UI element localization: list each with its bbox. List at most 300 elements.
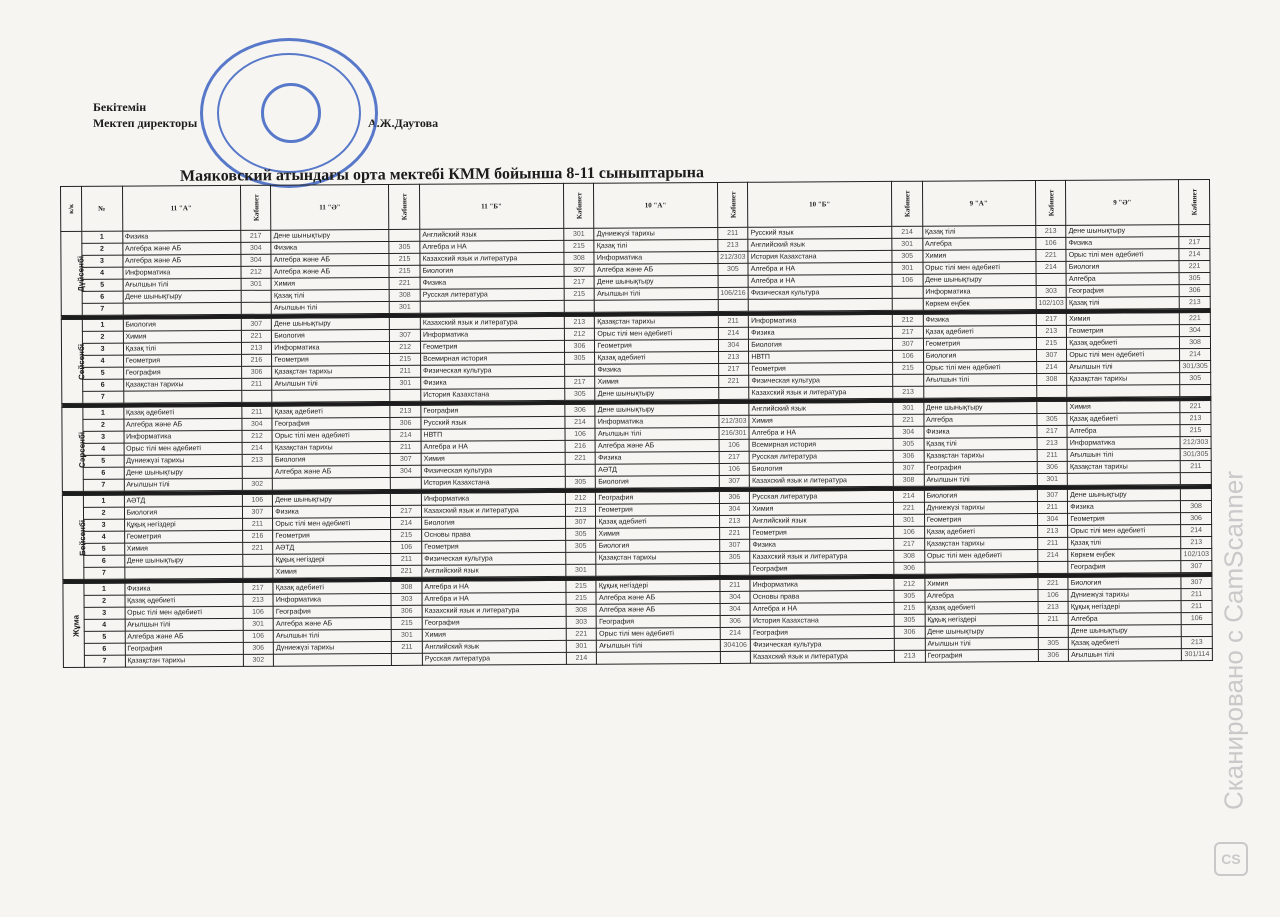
lesson-number: 3 <box>84 607 125 619</box>
subject-cell: Химия <box>124 542 242 555</box>
subject-cell: Алгебра және АБ <box>125 630 243 643</box>
room-cell: 306 <box>1037 461 1068 473</box>
room-cell <box>391 477 422 489</box>
room-cell: 216 <box>565 440 596 452</box>
subject-cell: География <box>1066 285 1179 298</box>
room-cell: 307 <box>892 338 923 350</box>
room-header: Кабинет <box>891 181 922 226</box>
room-cell: 217 <box>391 505 422 517</box>
subject-cell: Информатика <box>750 578 894 591</box>
subject-cell: Құқық негіздері <box>596 579 719 592</box>
room-cell: 221 <box>1179 312 1210 324</box>
room-cell: 217 <box>242 582 273 594</box>
subject-cell: Биология <box>924 490 1037 503</box>
room-cell: 305 <box>1180 372 1211 384</box>
subject-cell: Информатика <box>923 286 1036 299</box>
room-cell: 307 <box>390 453 421 465</box>
subject-cell: Казахский язык и литература <box>750 474 894 487</box>
room-cell: 214 <box>720 627 751 639</box>
subject-cell: Всемирная история <box>749 438 893 451</box>
subject-cell: Қазақстан тарихы <box>272 365 390 378</box>
room-cell: 306 <box>719 491 750 503</box>
lesson-number: 2 <box>82 419 123 431</box>
subject-cell: География <box>597 615 720 628</box>
room-cell: 308 <box>566 604 597 616</box>
subject-cell: Физика <box>750 538 894 551</box>
room-cell: 213 <box>565 504 596 516</box>
room-cell: 211 <box>1180 460 1211 472</box>
room-cell: 221 <box>1035 249 1066 261</box>
subject-cell: Құқық негіздері <box>925 614 1038 627</box>
room-cell: 216/301 <box>718 427 749 439</box>
room-cell: 214 <box>390 429 421 441</box>
room-cell: 305 <box>894 590 925 602</box>
subject-cell: Орыс тілі мен әдебиеті <box>1067 349 1180 362</box>
room-cell: 211 <box>719 579 750 591</box>
subject-cell <box>1068 473 1181 486</box>
room-cell <box>241 302 272 314</box>
room-cell: 213 <box>894 650 925 662</box>
subject-cell: Алгебра и НА <box>750 602 894 615</box>
room-cell: 211 <box>1181 588 1212 600</box>
subject-cell: История Казахстана <box>750 614 894 627</box>
room-cell: 213 <box>1035 225 1066 237</box>
room-cell: 211 <box>241 378 272 390</box>
room-cell: 221 <box>718 375 749 387</box>
room-cell: 307 <box>719 475 750 487</box>
subject-cell: Химия <box>1067 401 1180 414</box>
subject-cell: Орыс тілі мен әдебиеті <box>273 517 391 530</box>
room-cell: 217 <box>719 451 750 463</box>
subject-cell: Қазақстан тарихы <box>595 315 718 328</box>
subject-cell: Қазақ әдебиеті <box>125 594 243 607</box>
subject-cell: Ағылшын тілі <box>123 278 241 291</box>
subject-cell: Дене шынықтыру <box>1068 489 1181 502</box>
subject-cell: География <box>421 404 565 417</box>
room-cell: 217 <box>894 538 925 550</box>
subject-cell <box>748 298 892 311</box>
subject-cell: Геометрия <box>924 514 1037 527</box>
room-cell <box>718 403 749 415</box>
subject-cell: Физика <box>1066 237 1179 250</box>
subject-cell: Физическая культура <box>748 286 892 299</box>
subject-cell: Алгебра және АБ <box>271 265 389 278</box>
room-cell: 213 <box>243 594 274 606</box>
subject-cell: Физика <box>595 363 718 376</box>
room-cell <box>718 387 749 399</box>
room-cell: 106 <box>565 428 596 440</box>
subject-cell: Биология <box>1068 577 1181 590</box>
room-cell: 306 <box>243 642 274 654</box>
subject-cell <box>1067 385 1180 398</box>
room-cell: 211 <box>241 406 272 418</box>
room-cell: 306 <box>564 404 595 416</box>
subject-cell: Қазақ әдебиеті <box>1069 637 1182 650</box>
subject-cell: Дене шынықтыру <box>925 626 1038 639</box>
subject-cell: Қазақ әдебиеті <box>1067 337 1180 350</box>
room-cell <box>241 290 272 302</box>
subject-cell <box>420 300 564 313</box>
room-cell <box>892 286 923 298</box>
subject-cell: Қазақ тілі <box>1066 297 1179 310</box>
room-cell: 106 <box>892 350 923 362</box>
room-cell: 306 <box>1179 284 1210 296</box>
lesson-number: 6 <box>83 555 124 567</box>
room-cell <box>242 566 273 578</box>
room-cell: 307 <box>564 264 595 276</box>
room-cell: 215 <box>566 580 597 592</box>
room-cell: 307 <box>1036 349 1067 361</box>
subject-cell <box>595 299 718 312</box>
lesson-number: 5 <box>83 455 124 467</box>
subject-cell: Қазақ әдебиеті <box>925 602 1038 615</box>
subject-cell: Физика <box>271 241 389 254</box>
room-cell: 305 <box>565 540 596 552</box>
subject-cell: Химия <box>595 375 718 388</box>
subject-cell: Английский язык <box>420 228 564 241</box>
room-cell: 214 <box>1035 261 1066 273</box>
room-cell: 305 <box>564 352 595 364</box>
subject-cell: Биология <box>272 329 390 342</box>
lesson-number: 7 <box>82 303 123 315</box>
approval-label: Бекітемін <box>93 100 147 114</box>
subject-cell: НВТП <box>421 428 565 441</box>
subject-cell: Информатика <box>123 266 241 279</box>
room-cell: 212/303 <box>1180 436 1211 448</box>
stamp-emblem-icon <box>261 83 321 143</box>
schedule-table <box>60 179 1213 668</box>
subject-cell: Ағылшын тілі <box>925 638 1038 651</box>
subject-cell: Физика <box>924 426 1037 439</box>
subject-cell: Информатика <box>421 492 565 505</box>
subject-cell: Қазақ әдебиеті <box>1067 413 1180 426</box>
lesson-number: 6 <box>82 379 123 391</box>
room-cell: 212 <box>565 492 596 504</box>
room-cell <box>565 552 596 564</box>
subject-cell: Алгебра және АБ <box>123 418 241 431</box>
subject-cell: Дүниежүзі тарихы <box>124 454 242 467</box>
subject-cell: Химия <box>422 628 566 641</box>
lesson-number: 1 <box>83 495 124 507</box>
room-cell: 212 <box>242 430 273 442</box>
lesson-number: 3 <box>81 255 122 267</box>
subject-cell: Русская литература <box>422 652 566 665</box>
subject-cell: Физика <box>1068 501 1181 514</box>
room-cell: 211 <box>390 441 421 453</box>
subject-cell: Физика <box>749 326 893 339</box>
subject-cell: Қазақ әдебиеті <box>596 515 719 528</box>
subject-cell: География <box>1068 561 1181 574</box>
room-cell: 215 <box>564 288 595 300</box>
subject-cell <box>923 386 1036 399</box>
room-cell: 213 <box>1180 412 1211 424</box>
room-cell: 106 <box>892 274 923 286</box>
day-column-header: к/к <box>61 186 82 231</box>
room-cell: 213 <box>242 454 273 466</box>
lesson-number: 2 <box>84 595 125 607</box>
subject-cell: География <box>750 626 894 639</box>
lesson-number: 4 <box>83 531 124 543</box>
room-cell <box>1036 401 1067 413</box>
subject-cell: Дене шынықтыру <box>273 493 391 506</box>
room-cell: 305 <box>565 528 596 540</box>
subject-cell: Информатика <box>595 415 718 428</box>
room-cell: 102/103 <box>1036 297 1067 309</box>
room-cell: 214 <box>1037 549 1068 561</box>
room-cell: 215 <box>1180 424 1211 436</box>
room-cell: 301 <box>565 564 596 576</box>
room-cell: 301 <box>390 377 421 389</box>
room-cell: 306 <box>893 450 924 462</box>
room-cell: 217 <box>1036 313 1067 325</box>
room-cell: 301/305 <box>1180 360 1211 372</box>
room-cell: 308 <box>1180 336 1211 348</box>
room-cell: 217 <box>1179 236 1210 248</box>
subject-cell: Всемирная история <box>421 352 565 365</box>
subject-cell: Геометрия <box>124 530 242 543</box>
subject-cell: Химия <box>273 565 391 578</box>
subject-cell: Информатика <box>1067 437 1180 450</box>
lesson-number: 2 <box>83 507 124 519</box>
subject-cell: Биология <box>596 539 719 552</box>
room-cell: 212 <box>241 266 272 278</box>
subject-cell: Физика <box>923 314 1036 327</box>
subject-cell: Химия <box>1067 313 1180 326</box>
lesson-number: 3 <box>83 431 124 443</box>
subject-cell: Ағылшын тілі <box>597 639 720 652</box>
subject-cell: Биология <box>272 453 390 466</box>
room-cell: 308 <box>1181 500 1212 512</box>
room-cell: 303 <box>1036 285 1067 297</box>
subject-cell: География <box>422 616 566 629</box>
subject-cell: Қазақ тілі <box>594 239 717 252</box>
subject-cell: Алгебра және АБ <box>596 603 719 616</box>
subject-cell: Орыс тілі мен әдебиеті <box>125 606 243 619</box>
room-cell: 106 <box>1181 612 1212 624</box>
number-column-header: № <box>81 186 122 231</box>
subject-cell: Геометрия <box>1068 513 1181 526</box>
subject-cell: Құқық негіздері <box>1068 601 1181 614</box>
subject-cell: Ағылшын тілі <box>124 478 242 491</box>
subject-cell: Геометрия <box>749 362 893 375</box>
lesson-number: 5 <box>82 367 123 379</box>
room-cell: 308 <box>894 550 925 562</box>
subject-cell: Қазақ тілі <box>924 438 1037 451</box>
day-name-cell <box>61 231 86 315</box>
subject-cell: Физическая культура <box>751 638 895 651</box>
subject-cell: Русский язык <box>421 416 565 429</box>
subject-cell: Английский язык <box>422 640 566 653</box>
room-cell: 307 <box>719 539 750 551</box>
subject-cell: Қазақ тілі <box>1068 537 1181 550</box>
room-cell <box>392 653 423 665</box>
room-cell: 306 <box>391 605 422 617</box>
room-cell: 216 <box>242 530 273 542</box>
room-cell: 306 <box>720 615 751 627</box>
subject-cell: Қазақстан тарихы <box>125 654 243 667</box>
day-name-cell <box>62 407 87 491</box>
room-cell <box>894 638 925 650</box>
room-cell: 304 <box>719 503 750 515</box>
room-cell: 307 <box>242 506 273 518</box>
subject-cell <box>596 563 719 576</box>
subject-cell: Қазақ тілі <box>123 342 241 355</box>
subject-cell: Русская литература <box>749 450 893 463</box>
room-cell: 308 <box>391 581 422 593</box>
room-cell: 301 <box>892 238 923 250</box>
room-cell: 305 <box>894 614 925 626</box>
room-cell: 212 <box>894 578 925 590</box>
room-cell: 301 <box>391 629 422 641</box>
subject-cell: Орыс тілі мен әдебиеті <box>923 262 1036 275</box>
room-cell: 217 <box>718 363 749 375</box>
room-cell: 215 <box>1036 337 1067 349</box>
room-cell: 221 <box>1179 260 1210 272</box>
room-cell: 307 <box>565 516 596 528</box>
subject-cell: Орыс тілі мен әдебиеті <box>124 442 242 455</box>
subject-cell: География <box>596 491 719 504</box>
subject-cell: Русская литература <box>750 490 894 503</box>
room-cell <box>1180 488 1211 500</box>
subject-cell: Информатика <box>420 328 564 341</box>
room-cell: 221 <box>391 565 422 577</box>
subject-cell: Казахский язык и литература <box>422 604 566 617</box>
room-cell: 106 <box>243 606 274 618</box>
room-cell: 211 <box>391 553 422 565</box>
lesson-number: 4 <box>84 619 125 631</box>
subject-cell: Қазақ әдебиеті <box>272 405 390 418</box>
subject-cell: История Казахстана <box>421 476 565 489</box>
room-cell: 213 <box>1037 525 1068 537</box>
day-name: Сәрсенбі <box>77 431 87 468</box>
room-cell <box>241 390 272 402</box>
room-cell: 306 <box>241 366 272 378</box>
subject-cell <box>272 389 390 402</box>
subject-cell: Құқық негіздері <box>124 518 242 531</box>
table-header-row <box>61 179 1210 231</box>
room-cell: 213 <box>1181 536 1212 548</box>
room-cell: 304 <box>241 418 272 430</box>
room-cell: 216 <box>241 354 272 366</box>
room-cell: 211 <box>1037 449 1068 461</box>
room-cell: 213 <box>1036 325 1067 337</box>
room-cell: 106 <box>242 494 273 506</box>
room-cell: 221 <box>893 502 924 514</box>
room-cell: 305 <box>389 241 420 253</box>
room-cell <box>1180 384 1211 396</box>
subject-cell: Ағылшын тілі <box>923 374 1036 387</box>
room-cell <box>718 299 749 311</box>
subject-cell: Физическая культура <box>422 552 566 565</box>
class-header-11a: 11 "А" <box>122 185 240 231</box>
subject-cell: Алгебра және АБ <box>272 465 390 478</box>
lesson-number: 1 <box>81 231 122 243</box>
room-cell: 217 <box>892 326 923 338</box>
room-cell <box>893 374 924 386</box>
subject-cell: Орыс тілі мен әдебиеті <box>1068 525 1181 538</box>
room-cell: 304 <box>893 426 924 438</box>
official-stamp <box>200 38 378 188</box>
subject-cell: Химия <box>596 527 719 540</box>
subject-cell: Орыс тілі мен әдебиеті <box>923 362 1036 375</box>
subject-cell: Казахский язык и литература <box>751 650 895 663</box>
subject-cell: Английский язык <box>750 514 894 527</box>
subject-cell: Основы права <box>750 590 894 603</box>
room-cell: 214 <box>718 327 749 339</box>
subject-cell: Химия <box>271 277 389 290</box>
subject-cell: Алгебра және АБ <box>273 617 391 630</box>
subject-cell: Казахский язык и литература <box>420 252 564 265</box>
room-cell: 215 <box>566 592 597 604</box>
subject-cell: Алгебра и НА <box>749 426 893 439</box>
room-cell: 212 <box>892 314 923 326</box>
subject-cell: Английский язык <box>748 238 892 251</box>
room-cell: 304 <box>1179 324 1210 336</box>
room-cell: 305 <box>565 476 596 488</box>
subject-cell: Геометрия <box>595 339 718 352</box>
subject-cell: География <box>123 366 241 379</box>
room-cell: 211 <box>1038 613 1069 625</box>
lesson-number: 4 <box>83 443 124 455</box>
room-cell: 215 <box>892 362 923 374</box>
subject-cell: Биология <box>123 318 241 331</box>
room-cell: 211 <box>1037 501 1068 513</box>
room-header: Кабинет <box>1035 180 1066 225</box>
subject-cell <box>123 390 241 403</box>
subject-cell: Геометрия <box>923 338 1036 351</box>
subject-cell: Биология <box>923 350 1036 363</box>
subject-cell: Физика <box>122 230 240 243</box>
room-cell: 106 <box>719 463 750 475</box>
room-cell: 303 <box>391 593 422 605</box>
scanner-watermark-text: Сканировано с CamScanner <box>1218 471 1249 810</box>
room-cell: 211 <box>717 227 748 239</box>
subject-cell: Английский язык <box>422 564 566 577</box>
subject-cell: Геометрия <box>750 526 894 539</box>
room-cell: 221 <box>242 542 273 554</box>
day-name-cell <box>63 583 84 667</box>
room-cell: 301 <box>566 640 597 652</box>
lesson-number: 5 <box>83 543 124 555</box>
room-cell: 304 <box>719 591 750 603</box>
subject-cell: Ағылшын тілі <box>125 618 243 631</box>
room-cell <box>564 364 595 376</box>
subject-cell: Қазақ әдебиеті <box>924 526 1037 539</box>
subject-cell: Физическая культура <box>749 374 893 387</box>
room-cell: 214 <box>242 442 273 454</box>
lesson-number: 1 <box>82 407 123 419</box>
room-cell <box>1038 625 1069 637</box>
lesson-number: 4 <box>82 355 123 367</box>
subject-cell: Орыс тілі мен әдебиеті <box>595 327 718 340</box>
subject-cell: Биология <box>749 462 893 475</box>
room-cell: 307 <box>390 329 421 341</box>
room-cell: 306 <box>1038 649 1069 661</box>
subject-cell: Дүниежүзі тарихы <box>1068 589 1181 602</box>
room-cell: 305 <box>893 438 924 450</box>
lesson-number: 2 <box>82 331 123 343</box>
room-cell <box>1036 273 1067 285</box>
subject-cell: Ағылшын тілі <box>271 301 389 314</box>
room-cell: 211 <box>1181 600 1212 612</box>
subject-cell: Основы права <box>422 528 566 541</box>
room-cell: 301 <box>389 301 420 313</box>
subject-cell: Дене шынықтыру <box>1068 625 1181 638</box>
room-cell: 217 <box>564 276 595 288</box>
subject-cell: Алгебра <box>1067 425 1180 438</box>
subject-cell: Алгебра и НА <box>422 592 566 605</box>
subject-cell: Дене шынықтыру <box>123 290 241 303</box>
